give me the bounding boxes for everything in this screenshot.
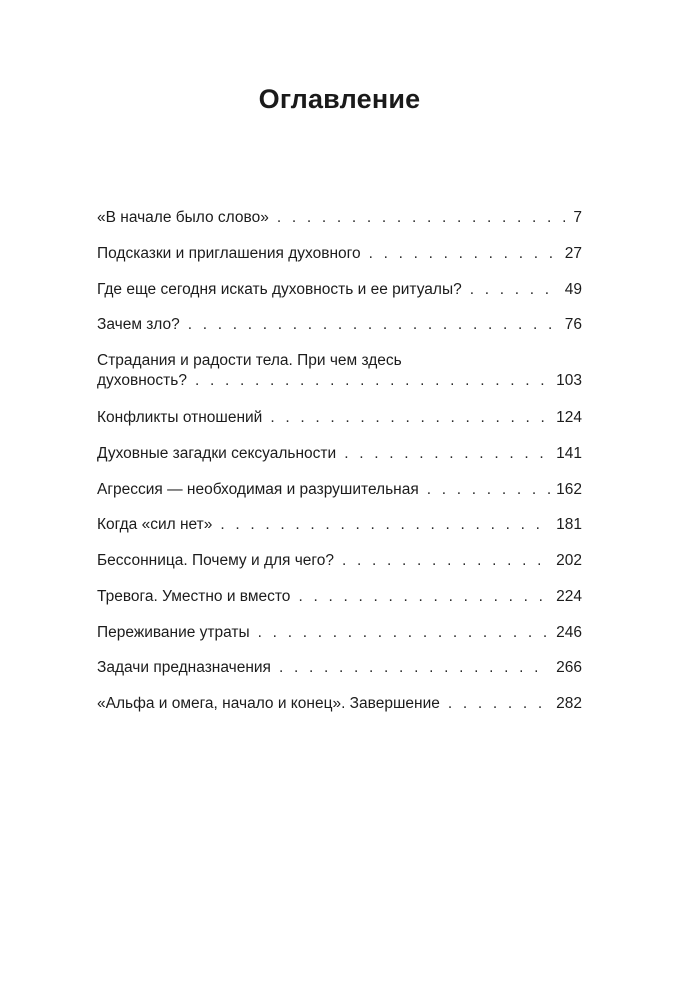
- toc-entry[interactable]: [97, 623, 582, 643]
- toc-entry-page: 181: [556, 516, 582, 533]
- toc-entry-page: 266: [556, 659, 582, 676]
- toc-entry[interactable]: [97, 315, 582, 335]
- toc-entry[interactable]: [97, 551, 582, 571]
- toc-entry[interactable]: [97, 444, 582, 464]
- toc-entry-page: 103: [556, 372, 582, 389]
- toc-entry-page: 76: [564, 316, 582, 333]
- toc-entry-page: 246: [556, 624, 582, 641]
- toc-entry-title: «Альфа и омега, начало и конец». Завершение: [97, 695, 440, 712]
- toc-entry-page: 7: [573, 209, 582, 226]
- toc-entry-page: 49: [564, 281, 582, 298]
- toc-entry-page: 202: [556, 552, 582, 569]
- toc-entry[interactable]: [97, 208, 582, 228]
- dot-leader: [369, 244, 559, 264]
- dot-leader: [344, 444, 550, 464]
- toc-entry-page: 27: [564, 245, 582, 262]
- toc-entry-page: 224: [556, 588, 582, 605]
- toc-entry[interactable]: [97, 515, 582, 535]
- toc-entry-title: Подсказки и приглашения духовного: [97, 245, 361, 262]
- toc-entry-title: Бессонница. Почему и для чего?: [97, 552, 334, 569]
- dot-leader: [470, 280, 559, 300]
- toc-entry-title: Переживание утраты: [97, 624, 250, 641]
- toc-entry[interactable]: [97, 587, 582, 607]
- dot-leader: [427, 480, 550, 500]
- toc-entry[interactable]: [97, 244, 582, 264]
- page-title: Оглавление: [258, 84, 421, 114]
- toc-entry-title: духовность?: [97, 372, 187, 389]
- toc-entry-title: «В начале было слово»: [97, 209, 269, 226]
- dot-leader: [342, 551, 550, 571]
- toc-entry-title: Задачи предназначения: [97, 659, 271, 676]
- dot-leader: [220, 515, 550, 535]
- dot-leader: [298, 587, 550, 607]
- toc-entry-title: Тревога. Уместно и вместо: [97, 588, 291, 605]
- dot-leader: [448, 694, 550, 714]
- toc-entry-page: 124: [556, 409, 582, 426]
- toc-entry[interactable]: [97, 351, 582, 391]
- toc-entry[interactable]: [97, 280, 582, 300]
- toc-entry[interactable]: [97, 694, 582, 714]
- toc-entry[interactable]: [97, 480, 582, 500]
- toc-entry-title: Духовные загадки сексуальности: [97, 445, 337, 462]
- toc-entry-title-line1: Страдания и радости тела. При чем здесь: [97, 352, 402, 369]
- toc-entry[interactable]: [97, 408, 582, 428]
- toc-entry-page: 282: [556, 695, 582, 712]
- dot-leader: [258, 623, 550, 643]
- toc-entry-title: Конфликты отношений: [97, 409, 263, 426]
- dot-leader: [195, 371, 550, 391]
- toc-entry-page: 141: [556, 445, 582, 462]
- toc-entry-title: Где еще сегодня искать духовность и ее ритуалы?: [97, 281, 462, 298]
- toc-entry[interactable]: [97, 658, 582, 678]
- dot-leader: [270, 408, 550, 428]
- dot-leader: [188, 315, 559, 335]
- dot-leader: [277, 208, 566, 228]
- toc-entry-title: Агрессия — необходимая и разрушительная: [97, 481, 419, 498]
- toc-entry-title: Зачем зло?: [97, 316, 180, 333]
- toc-entry-title: Когда «сил нет»: [97, 516, 213, 533]
- toc-entry-page: 162: [556, 481, 582, 498]
- dot-leader: [279, 658, 550, 678]
